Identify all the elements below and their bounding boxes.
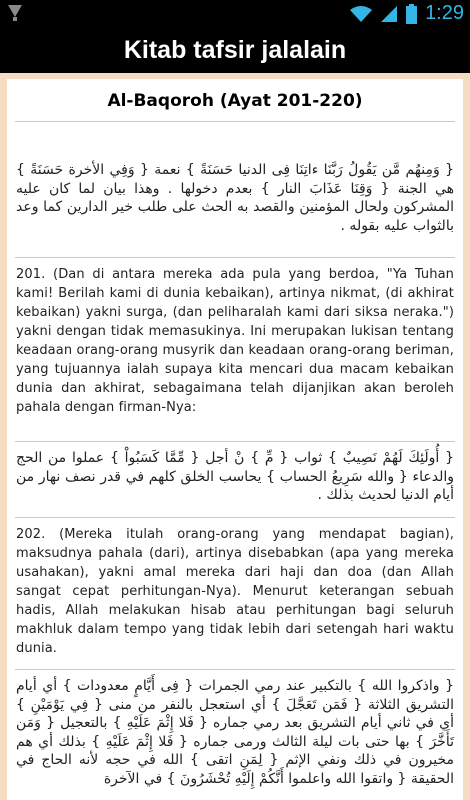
tafsir-page [7, 79, 463, 800]
content-area[interactable] [0, 73, 470, 800]
signal-icon [380, 5, 398, 23]
android-debug-icon [6, 3, 24, 23]
heading-divider [15, 121, 455, 122]
status-icons [350, 0, 464, 27]
surah-heading: Al-Baqoroh (Ayat 201-220) [107, 91, 363, 111]
translation-paragraph-202: 202. (Mereka itulah orang-orang yang mendapat bagian), maksudnya pahala (dari), artinya disebabkan (apa yang mereka usahakan), yakni amal mereka dari haji dan doa (dan Allah sangat cepat perhitungan-Nya). Menurut keterangan sebuah hadis, Allah melakukan hisab atau perhitungan bagi seluruh makhluk dalam tempo yang tidak lebih dari setengah hari waktu dunia. [16, 527, 454, 656]
app-title: Kitab tafsir jalalain [123, 35, 347, 64]
paragraph-divider [15, 669, 455, 670]
arabic-paragraph-2: { أُولَئِكَ لَهُمْ نَصِيبٌ } ثواب { مِّ } نْ أجل { مِّمَّا كَسَبُواْ } عملوا من الحج والدعاء { والله سَرِيعُ الحساب } يحاسب الخلق كلهم في قدر نصف نهار من أيام الدنيا لحديث بذلك . [16, 450, 454, 503]
battery-icon [406, 4, 417, 24]
wifi-icon [350, 5, 372, 23]
paragraph-divider [15, 441, 455, 442]
status-bar [0, 0, 470, 27]
arabic-paragraph-1: { وَمِنهُم مَّن يَقُولُ رَبَّنَا ءاتِنَا فِى الدنيا حَسَنَةً } نعمة { وَفِي الأخرة حَسَنَةً } هي الجنة { وَقِنَا عَذَابَ النار } بعدم دخولها . وهذا بيان لما كان عليه المشركون ولحال المؤمنين والقصد به الحث على طلب خير الدارين كما وعد بالثواب عليه بقوله . [16, 162, 454, 234]
status-time: 1:29 [425, 2, 464, 24]
app-title-bar [0, 27, 470, 73]
paragraph-divider [15, 517, 455, 518]
arabic-paragraph-3: { واذكروا الله } بالتكبير عند رمي الجمرات { فِى أَيَّامٍ معدودات } أي أيام التشريق الثلاثة { فَمَن تَعَجَّلَ } أي استعجل بالنفر من منى { فِي يَوْمَيْنِ } أي في ثاني أيام التشريق بعد رمي جماره { فَلا إِثْمَ عَلَيْهِ } بالتعجيل { وَمَن تَأَخَّرَ } بها حتى بات ليلة الثالث ورمى جماره { فَلا إِثْمَ عَلَيْهِ } بذلك أي هم مخيرون في ذلك ونفي الإثم { لِمَنِ اتقى } الله في حجه لأنه الحاج في الحقيقة { واتقوا الله واعلموا أَنَّكُمْ إِلَيْهِ تُحْشَرُونَ } في الآخرة [16, 678, 454, 787]
translation-paragraph-201: 201. (Dan di antara mereka ada pula yang berdoa, "Ya Tuhan kami! Berilah kami di dunia kebaikan), artinya nikmat, (di akhirat kebaikan) yakni surga, (dan peliharalah kami dari siksa neraka.") yakni dengan tidak memasukinya. Ini merupakan lukisan tentang keadaan orang-orang musyrik dan keadaan orang-orang beriman, yang tujuannya ialah supaya kita mencari dua macam kebaikan dunia dan akhirat, sebagaimana telah dijanjikan akan beroleh pahala dengan firman-Nya: [16, 267, 454, 415]
paragraph-divider [15, 257, 455, 258]
